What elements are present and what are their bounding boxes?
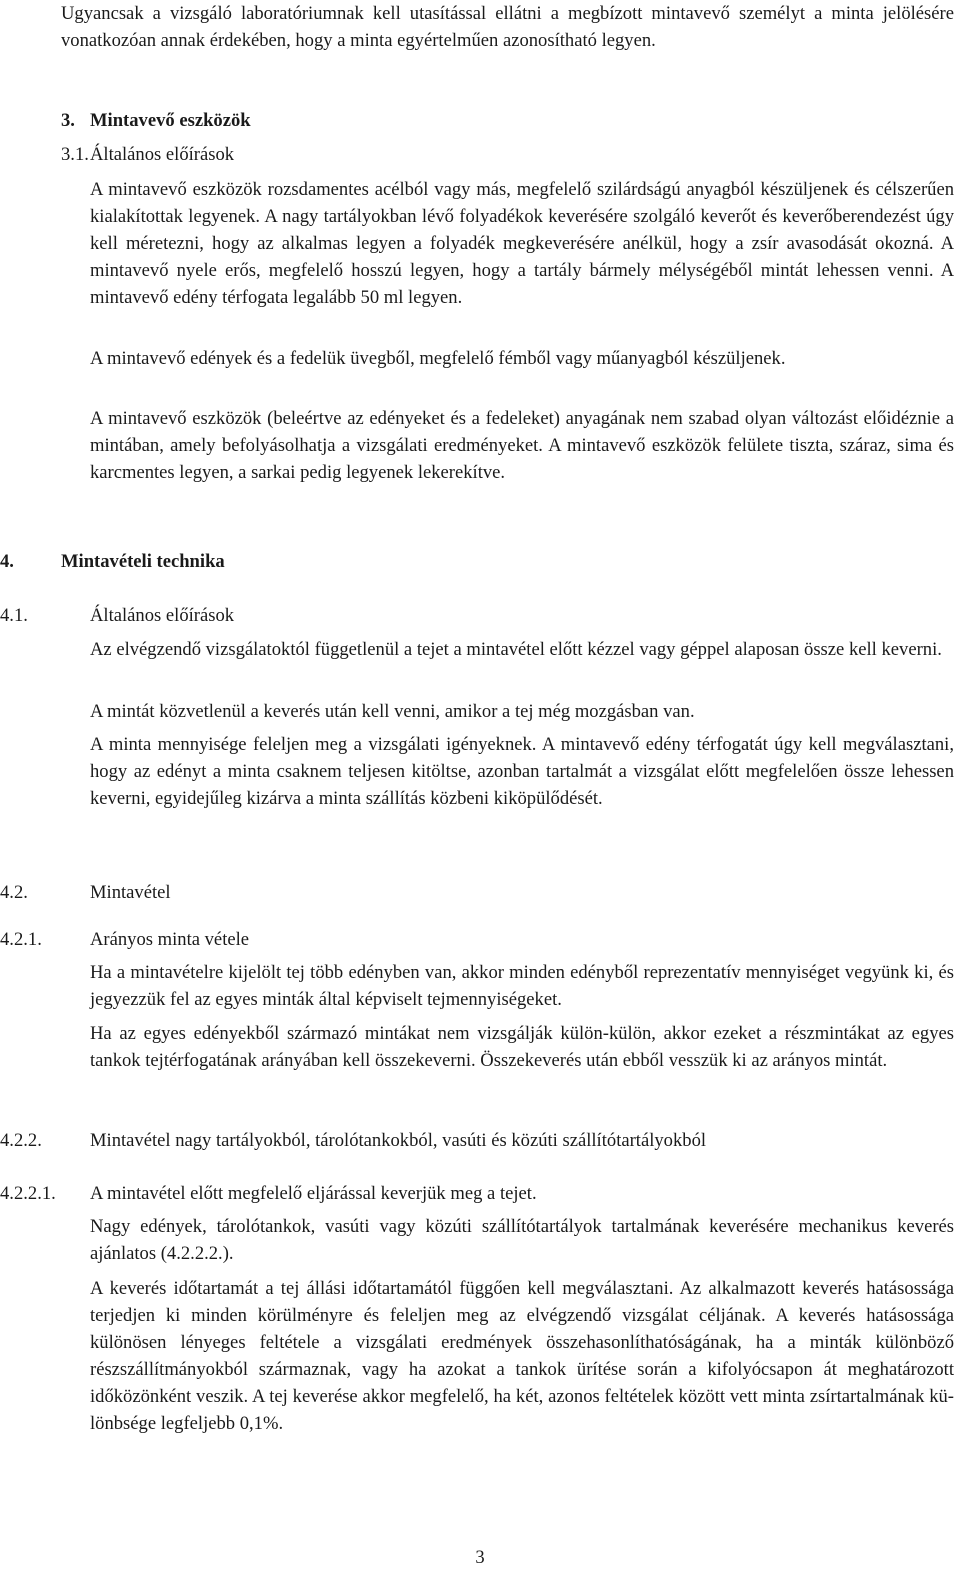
intro-paragraph: Ugyancsak a vizsgáló laboratóriumnak kell utasítással ellátni a megbízott mintavevő személyt a minta jelölésére vonatkozóan annak érdekében, hogy a minta egyértelműen azonosítható legyen. (61, 3, 954, 51)
section-3-number: 3. (61, 110, 75, 131)
section-4-2-2-1-number: 4.2.2.1. (0, 1183, 56, 1204)
section-4-number: 4. (0, 551, 14, 572)
section-3-1-title: Általános előírások (90, 144, 235, 165)
section-4-2-2-1-title: A mintavétel előtt megfelelő eljárással keverjük meg a tejet. (90, 1183, 537, 1204)
section-3-1-paragraph: A mintavevő eszközök rozsdamentes acélból vagy más, megfelelő szilárdságú anyagból készüljenek és célszerűen kialakítottak legyenek. A nagy tartályokban lévő folyadékok keverésére szolgáló keverőt és keverőberendezést úgy kell méretezni, hogy az alkalmas legyen a folyadék megkeverésére anélkül, hogy a zsír avasodását okozná. A mintavevő nyele erős, megfelelő hosszú legyen, hogy a tartály bármely mélységéből mintát lehessen venni. A mintavevő edény térfogata legalább 50 ml legyen. (90, 179, 954, 308)
section-4-title: Mintavételi technika (61, 551, 225, 572)
section-4-2-2-number: 4.2.2. (0, 1130, 42, 1151)
section-4-2-2-1-paragraph: A keverés időtartamát a tej állási időtartamától függően kell megválasztani. Az alkalmazott keverés hatásossága terjedjen ki minden körülményre és feleljen meg az elvégzendő vizsgálat céljának. A keverés hatásossága különösen lényeges feltétele a vizsgálati eredmények összehasonlíthatóságának, ha a minták különböző részszállítmányokból származnak, vagy ha azokat a tankok ürítése során a kifolyócsapon át meghatározott időközönként veszik. A tej keverése akkor megfelelő, ha két, azonos feltételek között vett minta zsírtartalmának különbsége legfeljebb 0,1%. (90, 1278, 954, 1434)
section-4-1-paragraph: A mintát közvetlenül a keverés után kell venni, amikor a tej még mozgásban van. (90, 701, 695, 722)
section-4-2-1-paragraph: Ha az egyes edényekből származó mintákat nem vizsgálják külön-külön, akkor ezeket a részmintákat az egyes tankok tejtérfogatának arányában kell összekeverni. Összekeverés után ebből vesszük ki az arányos mintát. (90, 1023, 954, 1071)
section-4-2-number: 4.2. (0, 882, 28, 903)
section-4-2-title: Mintavétel (90, 882, 171, 903)
section-4-2-1-title: Arányos minta vétele (90, 929, 250, 950)
section-4-2-1-number: 4.2.1. (0, 929, 42, 950)
section-3-1-paragraph: A mintavevő eszközök (beleértve az edényeket és a fedeleket) anyagának nem szabad olyan változást előidéznie a mintában, amely befolyásolhatja a vizsgálati eredményeket. A mintavevő eszközök felülete tiszta, száraz, sima és karcmentes legyen, a sarkai pedig legyenek lekerekítve. (90, 408, 954, 483)
section-4-2-2-1-paragraph: Nagy edények, tárolótankok, vasúti vagy közúti szállítótartályok tartalmának keverésére mechanikus keverés ajánlatos (4.2.2.2.). (90, 1216, 954, 1264)
page-number: 3 (475, 1547, 485, 1568)
section-4-2-2-title: Mintavétel nagy tartályokból, tárolótankokból, vasúti és közúti szállítótartályokból (90, 1130, 707, 1151)
section-4-1-paragraph: Az elvégzendő vizsgálatoktól függetlenül a tejet a mintavétel előtt kézzel vagy géppel alaposan össze kell keverni. (90, 639, 942, 660)
section-3-title: Mintavevő eszközök (90, 110, 251, 131)
section-4-1-number: 4.1. (0, 605, 28, 626)
section-3-1-number: 3.1. (61, 144, 89, 165)
section-4-1-title: Általános előírások (90, 605, 235, 626)
section-4-1-paragraph: A minta mennyisége feleljen meg a vizsgálati igényeknek. A mintavevő edény térfogatát úgy kell megválasztani, hogy az edényt a minta csaknem teljesen kitöltse, azonban tartalmát a vizsgálat előtt megfelelően össze lehessen keverni, egyidejűleg kizárva a minta szállítás közbeni kiköpülődését. (90, 734, 954, 809)
section-4-2-1-paragraph: Ha a mintavételre kijelölt tej több edényben van, akkor minden edényből reprezentatív mennyiséget vegyünk ki, és jegyezzük fel az egyes minták által képviselt tejmennyiségeket. (90, 962, 954, 1010)
section-3-1-paragraph: A mintavevő edények és a fedelük üvegből, megfelelő fémből vagy műanyagból készüljenek. (90, 348, 786, 369)
